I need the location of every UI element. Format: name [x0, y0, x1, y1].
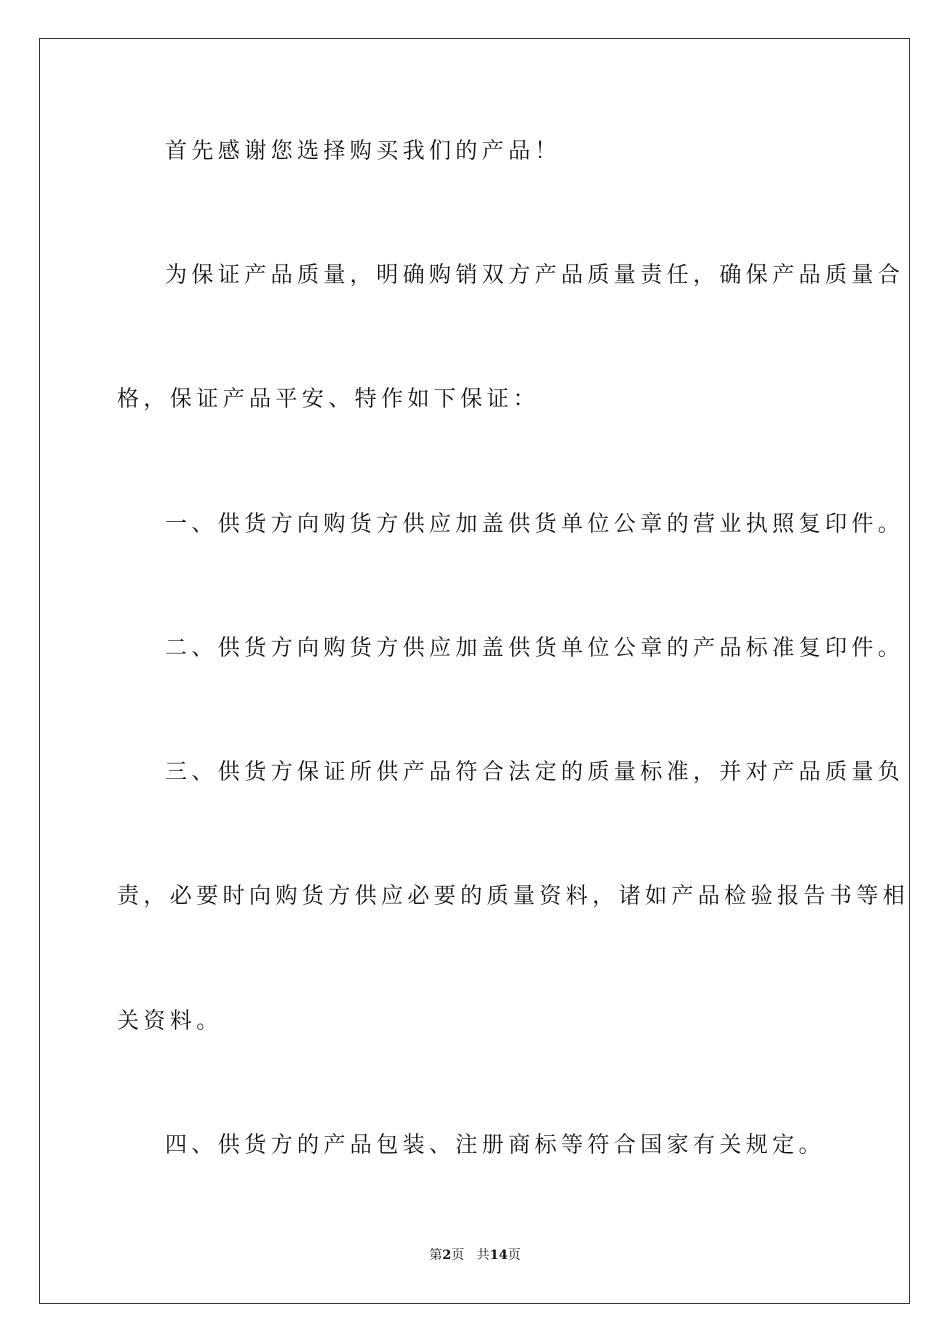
- paragraph-purpose-line-1: 为保证产品质量，明确购销双方产品质量责任，确保产品质量合: [165, 263, 905, 288]
- footer-total-suffix: 页: [507, 1248, 521, 1263]
- page-border: [39, 38, 910, 1304]
- clause-2: 二、供货方向购货方供应加盖供货单位公章的产品标准复印件。: [165, 636, 905, 661]
- footer-total-prefix: 共: [476, 1248, 490, 1263]
- footer-total-pages: 14: [489, 1248, 508, 1263]
- footer-page-suffix: 页: [451, 1248, 465, 1263]
- paragraph-thanks: 首先感谢您选择购买我们的产品！: [165, 139, 562, 164]
- clause-3-line-2: 责，必要时向购货方供应必要的质量资料，诸如产品检验报告书等相: [117, 884, 910, 909]
- paragraph-purpose-line-2: 格，保证产品平安、特作如下保证：: [117, 387, 540, 412]
- footer-page-number: 2: [442, 1248, 452, 1263]
- clause-3-line-3: 关资料。: [117, 1009, 223, 1034]
- clause-4: 四、供货方的产品包装、注册商标等符合国家有关规定。: [165, 1133, 826, 1158]
- clause-1: 一、供货方向购货方供应加盖供货单位公章的营业执照复印件。: [165, 512, 905, 537]
- clause-3-line-1: 三、供货方保证所供产品符合法定的质量标准，并对产品质量负: [165, 760, 905, 785]
- footer-page-prefix: 第: [429, 1248, 443, 1263]
- page-footer: [0, 1247, 950, 1265]
